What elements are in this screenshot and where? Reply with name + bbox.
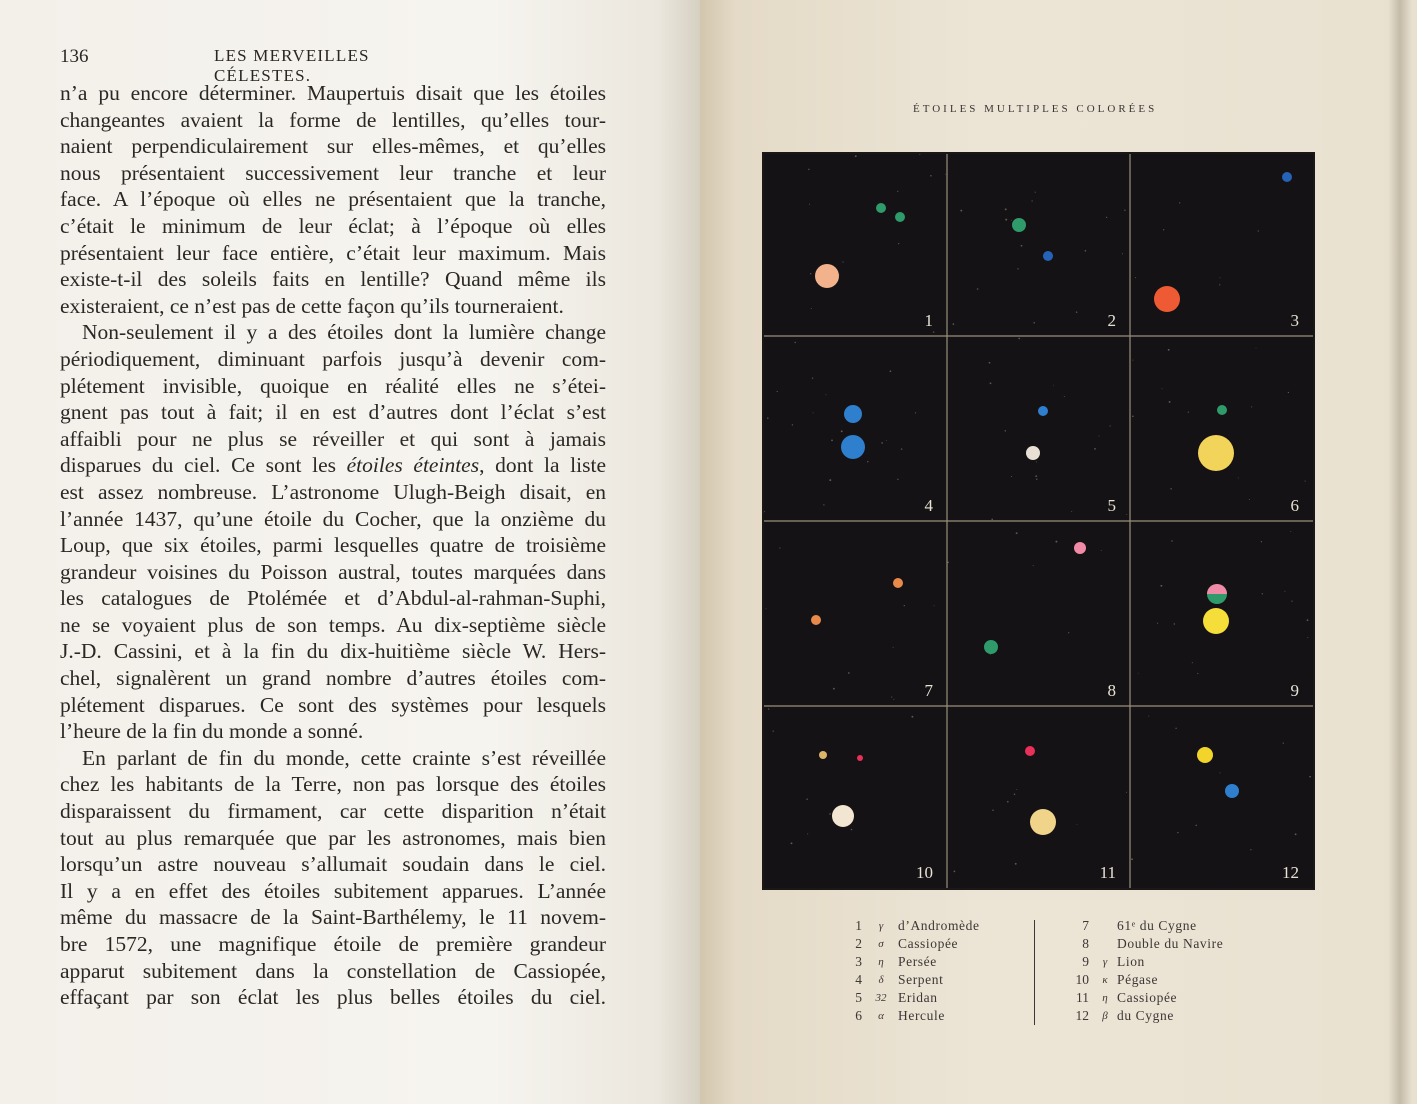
star xyxy=(844,405,862,423)
speckle xyxy=(791,842,793,844)
speckle xyxy=(829,813,831,815)
speckle xyxy=(1138,673,1139,674)
text-line: chez les habitants de la Terre, non pas lorsque des étoiles xyxy=(60,772,606,797)
speckle xyxy=(991,518,993,520)
speckle xyxy=(1014,794,1016,796)
speckle xyxy=(1179,202,1180,203)
text-line: disparaissent du firmament, car cette disparition n’était xyxy=(60,799,606,824)
speckle xyxy=(893,699,894,700)
speckle xyxy=(1017,268,1018,269)
speckle xyxy=(947,562,948,563)
legend-number: 8 xyxy=(1082,936,1089,951)
speckle xyxy=(808,169,809,170)
speckle xyxy=(1171,540,1172,541)
legend-number: 11 xyxy=(1076,990,1089,1005)
speckle xyxy=(1238,477,1239,478)
text-line: naient perpendiculairement sur elles-mêmes, et qu’elles xyxy=(60,134,606,159)
speckle xyxy=(1064,396,1065,397)
speckle xyxy=(1169,401,1171,403)
speckle xyxy=(851,829,853,831)
speckle xyxy=(823,504,824,505)
legend-constellation: Pégase xyxy=(1117,972,1159,987)
speckle xyxy=(945,174,946,175)
speckle xyxy=(792,424,793,425)
legend-row xyxy=(1065,954,1240,972)
speckle xyxy=(1175,728,1176,729)
speckle xyxy=(891,697,892,698)
legend-number: 3 xyxy=(855,954,862,969)
legend-constellation: Double du Navire xyxy=(1117,936,1224,951)
running-head: LES MERVEILLES CÉLESTES. xyxy=(214,46,370,85)
speckle xyxy=(1055,541,1057,543)
legend-greek-letter: η xyxy=(1102,992,1108,1004)
speckle xyxy=(848,672,850,674)
legend-constellation: Serpent xyxy=(898,972,944,987)
speckle xyxy=(1005,219,1007,221)
legend-number: 4 xyxy=(855,972,862,987)
star xyxy=(1217,405,1227,415)
legend-row xyxy=(840,990,1010,1008)
speckle xyxy=(1168,349,1170,351)
legend-column-right xyxy=(1065,918,1240,1026)
legend-row xyxy=(1065,1008,1240,1026)
speckle xyxy=(1220,772,1221,773)
speckle xyxy=(1016,789,1017,790)
speckle xyxy=(1283,742,1284,743)
text-line: gnent pas tout à fait; il en est d’autres dont l’éclat s’est xyxy=(60,400,606,425)
speckle xyxy=(1157,623,1158,624)
text-line: existe-t-il des soleils faits en lentille? Quand même ils xyxy=(60,267,606,292)
text-line: l’heure de la fin du monde a sonné. xyxy=(60,719,364,744)
speckle xyxy=(1033,322,1035,324)
speckle xyxy=(960,210,962,212)
legend-constellation: 61ᵉ du Cygne xyxy=(1117,918,1197,933)
legend-row xyxy=(840,954,1010,972)
speckle xyxy=(1132,360,1133,361)
text-line: est assez nombreuse. L’astronome Ulugh-Beigh disait, en xyxy=(60,479,606,504)
speckle xyxy=(1309,776,1311,778)
legend-constellation: Cassiopée xyxy=(898,936,959,951)
speckle xyxy=(1177,832,1178,833)
star xyxy=(895,212,905,222)
speckle xyxy=(1250,849,1251,850)
text-line: affaibli pour ne plus se réveiller et qui sont à jamais xyxy=(60,426,606,451)
legend-constellation: Persée xyxy=(898,954,937,969)
speckle xyxy=(811,308,812,309)
speckle xyxy=(1122,253,1123,254)
legend-greek-letter: σ xyxy=(878,938,884,950)
speckle xyxy=(767,417,769,419)
speckle xyxy=(1015,863,1017,865)
speckle xyxy=(768,708,769,709)
text-line: même du massacre de la Saint-Barthélemy, le 11 novem- xyxy=(60,905,606,930)
legend-number: 5 xyxy=(855,990,862,1005)
panel-number: 4 xyxy=(924,496,933,515)
speckle xyxy=(1162,388,1163,389)
speckle xyxy=(1035,475,1037,477)
speckle xyxy=(934,605,935,606)
text-line: chel, signalèrent un grand nombre d’autres étoiles com- xyxy=(60,666,606,691)
panel-number: 10 xyxy=(916,863,933,882)
panel-number: 8 xyxy=(1107,681,1116,700)
speckle xyxy=(841,430,843,432)
speckle xyxy=(911,716,913,718)
plate-legend xyxy=(840,918,1240,1028)
speckle xyxy=(1033,565,1034,566)
speckle xyxy=(1085,250,1087,252)
speckle xyxy=(1068,632,1069,633)
legend-row xyxy=(1065,972,1240,990)
legend-greek-letter: η xyxy=(878,956,884,968)
speckle xyxy=(1262,593,1263,594)
text-line: plétement invisible, quoique en réalité elles ne s’étei- xyxy=(60,373,606,398)
speckle xyxy=(901,448,902,449)
speckle xyxy=(915,412,916,413)
speckle xyxy=(779,547,780,548)
speckle xyxy=(1126,514,1127,515)
speckle xyxy=(1110,425,1111,426)
legend-greek-letter: γ xyxy=(1102,956,1108,968)
star xyxy=(1043,251,1053,261)
text-line: nous présentaient successivement leur tranche et leur xyxy=(60,160,606,185)
legend-row xyxy=(840,918,1010,936)
speckle xyxy=(1005,208,1007,210)
speckle xyxy=(1016,532,1018,534)
speckle xyxy=(1192,662,1193,663)
speckle xyxy=(1220,277,1221,278)
legend-constellation: Cassiopée xyxy=(1117,990,1178,1005)
speckle xyxy=(1249,499,1250,500)
speckle xyxy=(1291,601,1292,602)
star xyxy=(1026,446,1040,460)
legend-row xyxy=(1065,918,1240,936)
speckle xyxy=(1307,619,1309,621)
speckle xyxy=(1071,511,1072,512)
speckle xyxy=(1099,436,1100,437)
speckle xyxy=(1126,792,1127,793)
speckle xyxy=(904,605,905,606)
legend-divider xyxy=(1034,920,1035,1025)
speckle xyxy=(1251,406,1252,407)
star xyxy=(984,640,998,654)
speckle xyxy=(1005,430,1006,431)
star-plate xyxy=(762,152,1315,890)
speckle xyxy=(764,511,765,512)
legend-row xyxy=(840,1008,1010,1026)
speckle xyxy=(1036,461,1037,462)
legend-greek-letter: κ xyxy=(1102,974,1108,986)
speckle xyxy=(842,261,843,262)
right-page xyxy=(700,0,1417,1104)
speckle xyxy=(810,273,811,274)
star xyxy=(1282,172,1292,182)
speckle xyxy=(1305,481,1306,482)
speckle xyxy=(867,461,868,462)
legend-row xyxy=(840,936,1010,954)
speckle xyxy=(1219,284,1220,285)
star xyxy=(1012,218,1026,232)
star xyxy=(1074,542,1086,554)
star xyxy=(893,578,903,588)
legend-row xyxy=(1065,936,1240,954)
speckle xyxy=(992,810,993,811)
legend-number: 12 xyxy=(1075,1008,1089,1023)
speckle xyxy=(897,191,898,192)
panel-number: 6 xyxy=(1290,496,1299,515)
speckle xyxy=(1256,348,1257,349)
legend-greek-letter: β xyxy=(1102,1010,1108,1022)
page-number: 136 xyxy=(60,46,89,67)
speckle xyxy=(1135,277,1136,278)
legend-constellation: Hercule xyxy=(898,1008,945,1023)
star xyxy=(819,751,827,759)
speckle xyxy=(1148,716,1149,717)
speckle xyxy=(1288,392,1289,393)
speckle xyxy=(1163,229,1164,230)
speckle xyxy=(777,391,778,392)
speckle xyxy=(1132,415,1134,417)
text-line: J.-D. Cassini, et à la fin du dix-huitième siècle W. Hers- xyxy=(60,639,606,664)
speckle xyxy=(1011,476,1012,477)
star xyxy=(1197,747,1213,763)
speckle xyxy=(1053,385,1054,386)
legend-column-left xyxy=(840,918,1010,1026)
speckle xyxy=(1094,448,1096,450)
speckle xyxy=(886,440,887,441)
text-line: Il y a en effet des étoiles subitement apparues. L’année xyxy=(60,878,606,903)
legend-number: 10 xyxy=(1075,972,1089,987)
legend-greek-letter: 32 xyxy=(875,992,887,1004)
text-line: bre 1572, une magnifique étoile de première grandeur xyxy=(60,932,606,956)
text-line: présentaient leur face entière, c’était leur maximum. Mais xyxy=(60,240,606,265)
legend-constellation: Eridan xyxy=(898,990,938,1005)
text-line: face. A l’époque où elles ne présentaient que la tranche, xyxy=(60,187,606,212)
star-plate-drawing xyxy=(764,154,1313,888)
speckle xyxy=(890,370,892,372)
legend-number: 6 xyxy=(855,1008,862,1023)
panel-number: 12 xyxy=(1282,863,1299,882)
speckle xyxy=(893,647,894,648)
legend-constellation: d’Andromède xyxy=(898,918,980,933)
speckle xyxy=(825,394,826,395)
star xyxy=(841,435,865,459)
legend-row xyxy=(840,972,1010,990)
star xyxy=(1198,435,1234,471)
speckle xyxy=(977,288,979,290)
speckle xyxy=(1290,531,1291,532)
speckle xyxy=(953,323,955,325)
text-line: les catalogues de Ptolémée et d’Abdul-al-rahman-Suphi, xyxy=(60,586,606,611)
legend-greek-letter: α xyxy=(878,1010,884,1022)
page-header xyxy=(60,46,452,85)
speckle xyxy=(1036,478,1037,479)
star xyxy=(832,805,854,827)
emphasis-text: étoiles éteintes xyxy=(346,453,480,478)
speckle xyxy=(1170,488,1171,489)
panel-number: 2 xyxy=(1107,311,1116,330)
legend-row xyxy=(1065,990,1240,1008)
text-line: En parlant de fin du monde, cette crainte s’est réveillée xyxy=(82,745,606,770)
speckle xyxy=(990,382,992,384)
speckle xyxy=(897,479,898,480)
star xyxy=(811,615,821,625)
text-line: changeantes avaient la forme de lentilles, qu’elles tour- xyxy=(60,107,606,132)
text-line: tout au plus remarquée que par les astronomes, mais bien xyxy=(60,825,606,850)
legend-number: 2 xyxy=(855,936,862,951)
speckle xyxy=(1131,858,1133,860)
text-line: grandeur voisines du Poisson austral, toutes marquées dans xyxy=(60,559,606,584)
speckle xyxy=(1124,210,1125,211)
panel-number: 7 xyxy=(924,681,933,700)
speckle xyxy=(1197,673,1198,674)
star xyxy=(1030,809,1056,835)
star xyxy=(857,755,863,761)
speckle xyxy=(807,833,808,834)
speckle xyxy=(1035,192,1036,193)
left-page xyxy=(0,0,700,1104)
speckle xyxy=(855,155,857,157)
star xyxy=(1025,746,1035,756)
star xyxy=(876,203,886,213)
speckle xyxy=(1007,801,1009,803)
text-line: Non-seulement il y a des étoiles dont la lumière change xyxy=(82,320,606,345)
speckle xyxy=(1011,220,1012,221)
text-line: Loup, que six étoiles, parmi lesquelles quatre de troisième xyxy=(60,533,606,558)
speckle xyxy=(809,204,810,205)
speckle xyxy=(806,798,808,800)
speckle xyxy=(1021,245,1023,247)
star-highlight xyxy=(1207,584,1227,594)
text-line: plétement disparues. Ce sont des systèmes pour lesquels xyxy=(60,692,606,717)
speckle xyxy=(1174,623,1175,624)
speckle xyxy=(1295,833,1297,835)
star xyxy=(1038,406,1048,416)
speckle xyxy=(812,377,813,378)
speckle xyxy=(933,331,934,332)
speckle xyxy=(930,175,932,177)
text-line: effaçant par son éclat les plus belles étoiles du ciel. xyxy=(60,985,606,1010)
speckle xyxy=(1077,824,1078,825)
speckle xyxy=(954,871,956,873)
legend-number: 7 xyxy=(1082,918,1089,933)
speckle xyxy=(1076,311,1078,313)
speckle xyxy=(833,688,835,690)
speckle xyxy=(1018,338,1020,340)
speckle xyxy=(919,154,920,155)
star xyxy=(815,264,839,288)
text-line: lorsqu’un astre nouveau s’allumait soudain dans le ciel. xyxy=(60,852,606,877)
legend-greek-letter: δ xyxy=(878,974,884,986)
panel-number: 1 xyxy=(924,311,933,330)
legend-constellation: Lion xyxy=(1117,954,1145,969)
speckle xyxy=(813,412,814,413)
panel-number: 5 xyxy=(1107,496,1116,515)
text-line: n’a pu encore déterminer. Maupertuis disait que les étoiles xyxy=(60,81,606,105)
speckle xyxy=(1284,591,1285,592)
speckle xyxy=(1106,217,1107,218)
legend-number: 1 xyxy=(855,918,862,933)
speckle xyxy=(1188,411,1189,412)
body-text xyxy=(60,80,606,1011)
page-gutter xyxy=(1388,0,1412,1104)
plate-title: ÉTOILES MULTIPLES COLORÉES xyxy=(913,103,1158,115)
star xyxy=(1203,608,1229,634)
text-line: c’était le minimum de leur éclat; à l’époque où elles xyxy=(60,213,606,238)
legend-constellation: du Cygne xyxy=(1117,1008,1174,1023)
text-line: existeraient, ce n’est pas de cette façon qu’ils tourneraient. xyxy=(60,293,564,318)
speckle xyxy=(766,608,767,609)
speckle xyxy=(989,362,991,364)
speckle xyxy=(898,243,899,244)
speckle xyxy=(829,479,831,481)
speckle xyxy=(1261,541,1262,542)
text-line: disparues du ciel. Ce sont les étoiles éteintes, dont la liste xyxy=(60,453,606,478)
star xyxy=(1225,784,1239,798)
speckle xyxy=(1195,825,1196,826)
speckle xyxy=(1307,637,1308,638)
panel-number: 11 xyxy=(1099,863,1116,882)
speckle xyxy=(1258,230,1259,231)
speckle xyxy=(773,730,774,731)
legend-greek-letter: γ xyxy=(878,920,884,932)
text-line: apparut subitement dans la constellation de Cassiopée, xyxy=(60,958,606,983)
legend-number: 9 xyxy=(1082,954,1089,969)
speckle xyxy=(795,342,796,343)
speckle xyxy=(1031,200,1032,201)
speckle xyxy=(1160,585,1162,587)
text-line: l’année 1437, qu’une étoile du Cocher, que la onzième du xyxy=(60,506,606,531)
text-line: périodiquement, diminuant parfois jusqu’à devenir com- xyxy=(60,346,606,371)
speckle xyxy=(881,442,883,444)
star xyxy=(1154,286,1180,312)
speckle xyxy=(831,440,833,442)
speckle xyxy=(1101,550,1102,551)
panel-number: 3 xyxy=(1290,311,1299,330)
panel-number: 9 xyxy=(1290,681,1299,700)
text-line: ne se voyaient plus de son temps. Au dix-septième siècle xyxy=(60,612,606,637)
